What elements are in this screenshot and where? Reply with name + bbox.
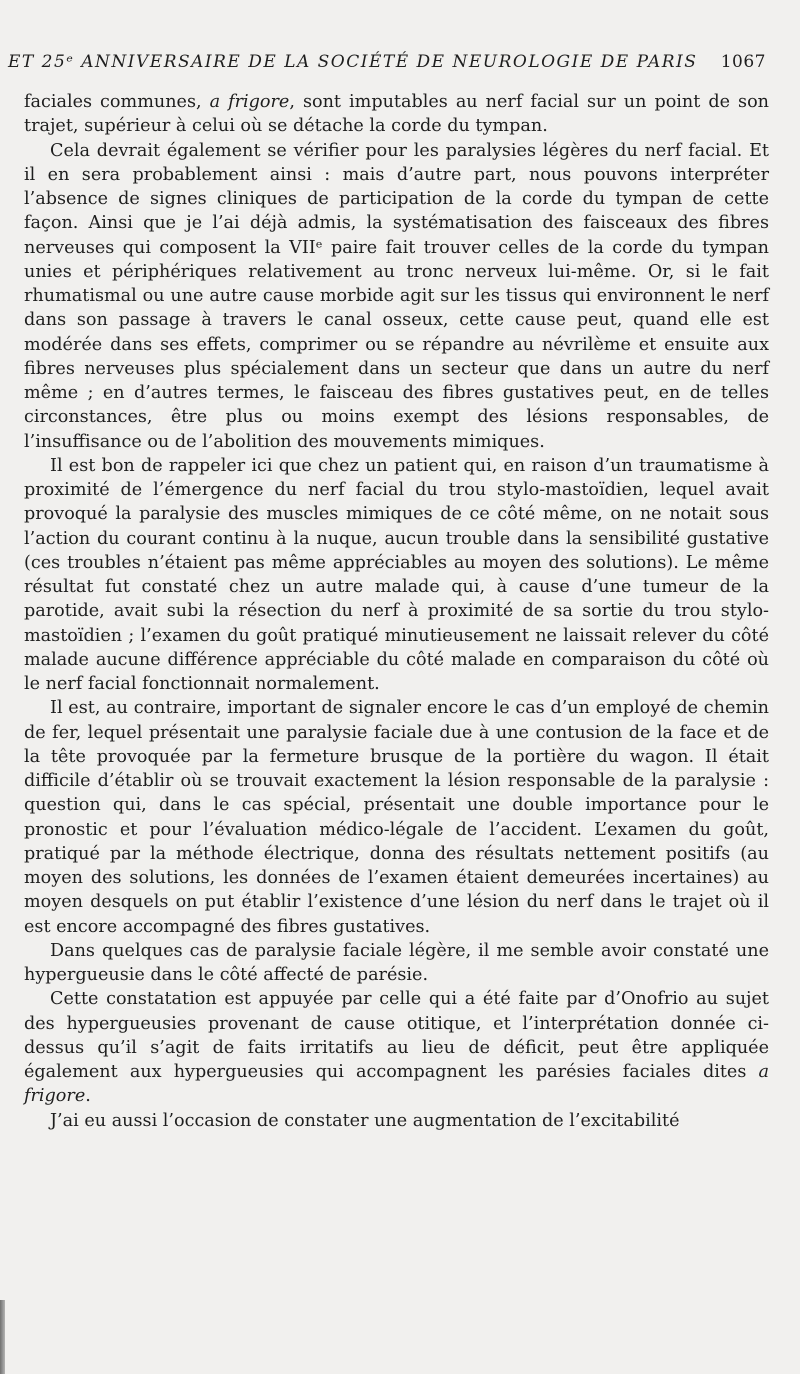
paragraph-1-italic: a frigore — [209, 92, 290, 112]
paragraph-3-text: Il est bon de rappeler ici que chez un patient qui, en raison d’un traumatisme à proximité de l’émergence du nerf facial du trou stylo-mastoïdien, lequel avait provoqué la paralysie des muscles mimiques de ce côté même, on ne notait sous l’action du courant continu à la nuque, aucun trouble dans la sensibilité gustative (ces troubles n’étaient pas même appréciables au moyen des solutions). Le même résultat fut constaté chez un autre malade qui, à cause d’une tumeur de la parotide, avait subi la résection du nerf à proximité de sa sortie du trou stylo-mastoïdien ; l’examen du goût pratiqué minutieusement ne laissait relever du côté malade aucune différence appréciable du côté malade en comparaison du côté où le nerf facial fonctionnait normalement. — [24, 455, 769, 694]
paragraph-7-text: J’ai eu aussi l’occasion de constater une augmentation de l’excitabilité — [50, 1110, 680, 1131]
paragraph-6-text: Cette constatation est appuyée par celle qui a été faite par d’Onofrio au sujet des hypergueusies provenant de cause otitique, et l’interprétation donnée ci-dessus qu’il s’agit de faits irritatifs au lieu de déficit, peut être appliquée également aux hypergueusies qui accompagnent les parésies faciales dites — [24, 989, 769, 1082]
paragraph-4 — [24, 696, 769, 939]
paragraph-7 — [24, 1109, 769, 1133]
paragraph-2 — [24, 139, 769, 454]
paragraph-1 — [24, 90, 769, 139]
paragraph-4-text: Il est, au contraire, important de signaler encore le cas d’un employé de chemin de fer, lequel présentait une paralysie faciale due à une contusion de la face et de la tête provoquée par la fermeture brusque de la portière du wagon. Il était difficile d’établir où se trouvait exactement la lésion responsable de la paralysie : question qui, dans le cas spécial, présentait une double importance pour le pronostic et pour l’évaluation médico-légale de l’accident. L’examen du goût, pratiqué par la méthode électrique, donna des résultats nettement positifs (au moyen des solutions, les données de l’examen étaient demeurées incertaines) au moyen desquels on put établir l’existence d’une lésion du nerf dans le trajet où il est encore accompagné des fibres gustatives. — [24, 698, 769, 937]
paragraph-5 — [24, 939, 769, 988]
page-number: 1067 — [720, 52, 766, 72]
paragraph-3 — [24, 454, 769, 697]
paragraph-1-text: faciales communes, — [24, 92, 210, 112]
page-edge-shadow — [0, 1300, 5, 1374]
paragraph-5-text: Dans quelques cas de paralysie faciale légère, il me semble avoir constaté une hypergueusie dans le côté affecté de parésie. — [24, 940, 769, 985]
paragraph-2-text: Cela devrait également se vérifier pour les paralysies légères du nerf facial. Et il en sera probablement ainsi : mais d’autre part, nous pouvons interpréter l’absence de signes cliniques de participation de la corde du tympan de cette façon. Ainsi que je l’ai déjà admis, la systématisation des faisceaux des fibres nerveuses qui composent la VIIᵉ paire fait trouver celles de la corde du tympan unies et périphériques relativement au tronc nerveux lui-même. Or, si le fait rhumatismal ou une autre cause morbide agit sur les tissus qui environnent le nerf dans son passage à travers le canal osseux, cette cause peut, quand elle est modérée dans ses effets, comprimer ou se répandre au névrilème et ensuite aux fibres nerveuses plus spécialement dans un secteur que dans un autre du nerf même ; en d’autres termes, le faisceau des fibres gustatives peut, en de telles circonstances, être plus ou moins exempt des lésions responsables, de l’insuffisance ou de l’abolition des mouvements mimiques. — [24, 140, 769, 452]
paragraph-6-tail: . — [85, 1086, 91, 1107]
body-text — [24, 90, 769, 1133]
running-title: ET 25ᵉ ANNIVERSAIRE DE LA SOCIÉTÉ DE NEUROLOGIE DE PARIS — [8, 52, 698, 72]
paragraph-6-italic: a frigore — [24, 1062, 769, 1107]
paragraph-6 — [24, 987, 769, 1108]
paragraph-1-tail: , sont imputables au nerf facial sur un point de son trajet, supérieur à celui où se détache la corde du tympan. — [24, 92, 770, 137]
running-head — [8, 52, 766, 72]
